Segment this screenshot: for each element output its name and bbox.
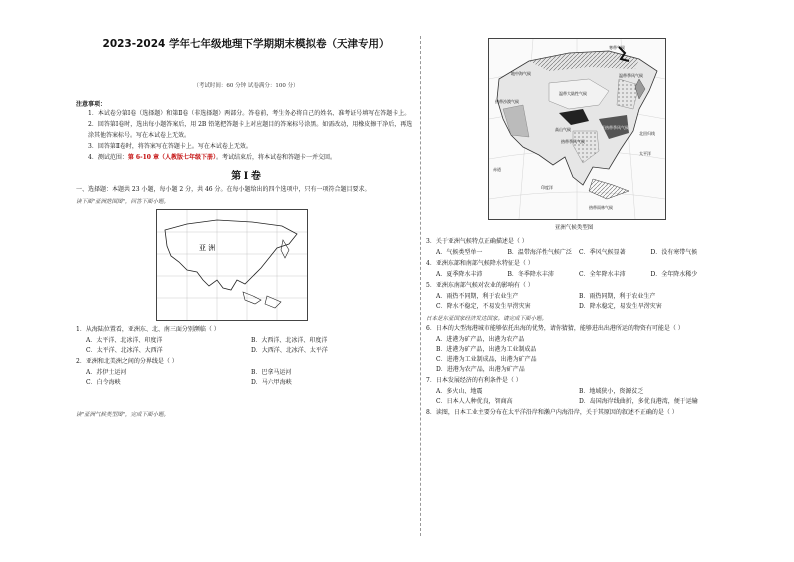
notice-item: 1．本试卷分第Ⅰ卷（选择题）和第Ⅱ卷（非选择题）两部分。答卷前，考生务必将自己的姓名、准考证号填写在答题卡上。 [88,110,411,117]
asia-map-graphic [157,210,307,320]
scope-range: 第 6-10 章（人教版七年级下册） [127,154,217,161]
scope-suffix: 。考试结束后，将本试卷和答题卡一并交回。 [216,154,337,161]
label-indian-ocean: 印度洋 [541,185,553,190]
option-d[interactable]: D．岛国海岸线曲折，多优良港湾，便于运输 [579,398,698,405]
label-desert: 热带沙漠气候 [495,99,519,104]
question-options [426,270,722,280]
section-intro: 一、选择题：本题共 23 小题，每小题 2 分，共 46 分。在每小题给出的四个选项中，只有一项符合题目要求。 [76,186,371,193]
option-b[interactable]: B．巴拿马运河 [251,369,292,376]
option-c[interactable]: C．全年降水丰沛 [579,271,626,278]
label-mediterranean: 地中海气候 [511,71,531,76]
label-plateau: 高山气候 [555,127,571,132]
climate-map-caption: 亚洲气候类型图 [554,225,594,231]
section-title: 第 Ⅰ 卷 [231,171,261,182]
label-temperate-monsoon: 温带季风气候 [619,73,643,78]
exam-title: 2023-2024 学年七年级地理下学期期末模拟卷（天津专用） [102,38,390,50]
notice-item: 2．回答第Ⅰ卷时，选出每小题答案后，用 2B 铅笔把答题卡上对应题目的答案标号涂黑。如需改动，用橡皮擦干净后，再选涂其他答案标号。写在本试卷上无效。 [88,121,413,139]
option-c[interactable]: C．太平洋、北冰洋、大西洋 [86,347,163,354]
question-stem: 5．亚洲东南部气候对农业的影响有（ ） [426,282,534,289]
question-options [426,292,722,312]
notice-item-scope [76,152,416,163]
question-options [76,368,416,388]
option-c[interactable]: C．降水不稳定，不易发生旱涝灾害 [436,303,531,310]
option-b[interactable]: B．雨热同期，利于农业生产 [579,293,656,300]
option-a[interactable]: A．太平洋、北冰洋、印度洋 [86,337,163,344]
label-continental: 温带大陆性气候 [559,91,587,96]
option-d[interactable]: D．进港为农产品，出港为矿产品 [436,366,525,373]
question-options [426,387,722,407]
right-column [426,36,722,419]
option-d[interactable]: D．降水稳定，易发生旱涝灾害 [579,303,662,310]
notice-item: 3．回答第Ⅱ卷时，将答案写在答题卡上。写在本试卷上无效。 [88,143,252,150]
question-options [426,248,722,258]
option-a[interactable]: A．进港为矿产品，出港为农产品 [436,336,525,343]
option-c[interactable]: C．季风气候显著 [579,249,626,256]
option-b[interactable]: B．大西洋、北冰洋、印度洋 [251,337,328,344]
label-tundra: 寒带气候 [609,45,625,50]
label-equator: 赤道 [493,167,501,172]
option-c[interactable]: C．白令海峡 [86,379,121,386]
question-stem: 2．亚洲和北美洲之间的分界线是（ ） [76,358,178,365]
option-d[interactable]: D．大西洋、北冰洋、太平洋 [251,347,328,354]
question-stem: 8．读图，日本工业主要分布在太平洋沿岸和濑户内海沿岸，关于其原因的叙述不正确的是（ ） [426,409,678,416]
question-options [76,336,416,356]
question-stem: 4．亚洲东部和南部气候降水特征是（ ） [426,260,534,267]
option-a[interactable]: A．苏伊士运河 [86,369,127,376]
question-stem: 1．从海陆位置看，亚洲东、北、南三面分别濒临（ ） [76,326,220,333]
label-tropic-cancer: 北回归线 [639,131,655,136]
option-d[interactable]: D．全年降水稀少 [650,271,698,278]
label-pacific: 太平洋 [639,151,651,156]
scope-prefix: 4．测试范围： [88,154,128,161]
question-options [426,335,722,375]
map-note: 读下面"亚洲范围图"，回答下面小题。 [76,199,170,205]
exam-meta: （考试时间：60 分钟 试卷满分：100 分） [193,83,299,89]
right-question-list [426,237,722,418]
question-stem: 7．日本发展经济的有利条件是（ ） [426,377,522,384]
question-stem: 6．日本的大型海港城市能够依托出海的优势，请你猜猜，能够进出出港所运的物资有可能是（ ） [426,325,684,332]
asia-range-map [156,209,308,321]
label-rainforest: 热带雨林气候 [589,205,613,210]
asia-climate-map [488,38,666,220]
question-stem: 3．关于亚洲气候特点正确描述是（ ） [426,238,528,245]
option-b[interactable]: B．冬季降水丰沛 [507,271,554,278]
notice-label: 注意事项： [76,101,107,108]
option-a[interactable]: A．夏季降水丰沛 [436,271,483,278]
climate-map-graphic [489,39,665,219]
option-b[interactable]: B．进港为矿产品，出港为工业制成品 [436,346,537,353]
asia-map-label: 亚 洲 [199,244,216,252]
option-a[interactable]: A．气候类型单一 [436,249,483,256]
option-a[interactable]: A．多火山、地震 [436,388,483,395]
context-note: 日本是东亚国家经济发达国家。请完成下面小题。 [426,316,548,322]
label-subtropical-monsoon: 亚热带季风气候 [601,125,629,130]
option-d[interactable]: D．没有寒带气候 [650,249,698,256]
label-tropical-monsoon: 热带季风气候 [561,139,585,144]
option-d[interactable]: D．马六甲海峡 [251,379,292,386]
left-column [76,36,416,420]
option-b[interactable]: B．地域狭小，资源贫乏 [579,388,644,395]
option-c[interactable]: C．进港为工业制成品，出港为矿产品 [436,356,537,363]
option-a[interactable]: A．雨热不同期，利于农业生产 [436,293,519,300]
climate-note: 读"亚洲气候类型图"，完成下面小题。 [76,412,170,418]
option-c[interactable]: C．日本人人种优良，智商高 [436,398,513,405]
column-divider [420,36,421,536]
option-b[interactable]: B．温带海洋性气候广泛 [507,249,572,256]
